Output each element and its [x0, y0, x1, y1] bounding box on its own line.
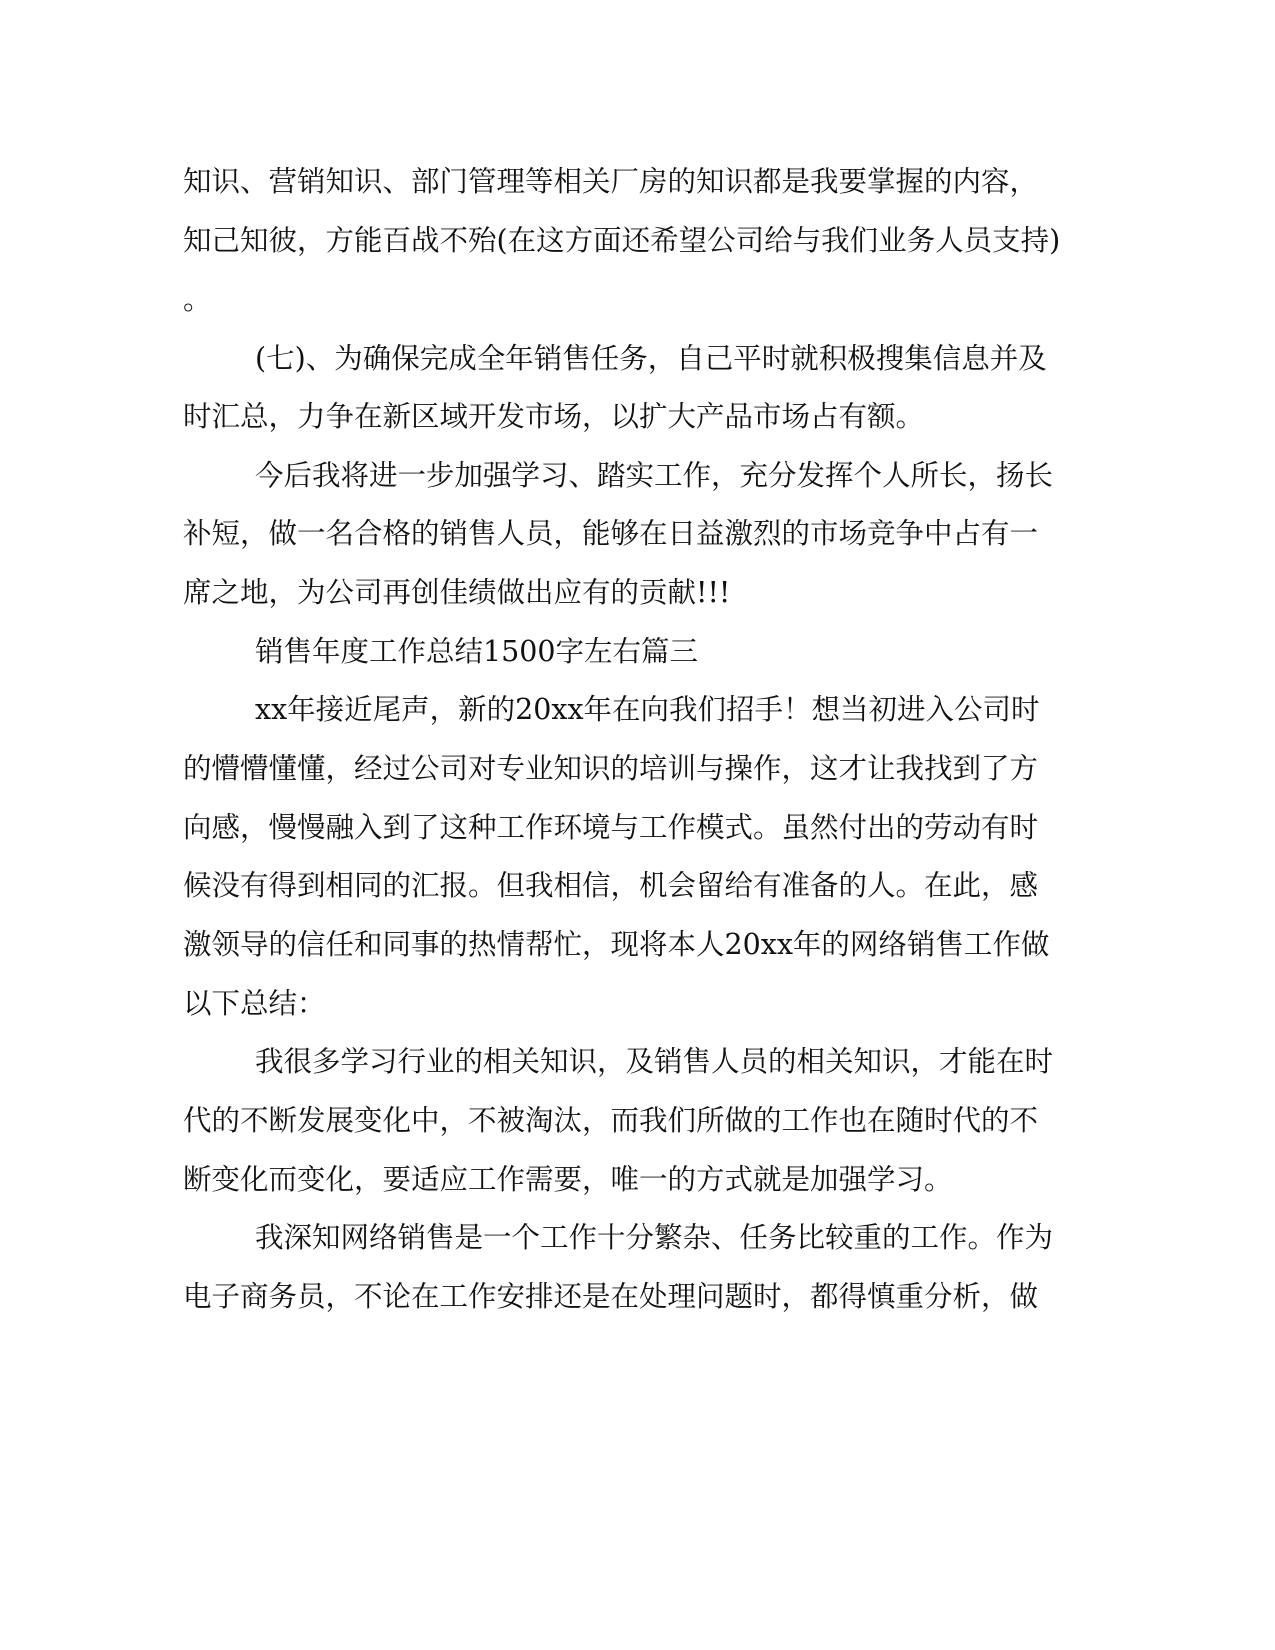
text-line: 激领导的信任和同事的热情帮忙，现将本人20xx年的网络销售工作做: [183, 928, 1050, 961]
text-line: 候没有得到相同的汇报。但我相信，机会留给有准备的人。在此，感: [183, 869, 1039, 902]
text-line: 席之地，为公司再创佳绩做出应有的贡献!!!: [183, 576, 731, 609]
text-line: 我深知网络销售是一个工作十分繁杂、任务比较重的工作。作为: [255, 1221, 1054, 1254]
text-line: 知己知彼，方能百战不殆(在这方面还希望公司给与我们业务人员支持): [183, 224, 1061, 257]
text-line: 。: [183, 283, 212, 316]
text-line: (七)、为确保完成全年销售任务，自己平时就积极搜集信息并及: [255, 342, 1047, 375]
text-line: 知识、营销知识、部门管理等相关厂房的知识都是我要掌握的内容，: [183, 165, 1039, 198]
text-line: 以下总结：: [183, 987, 326, 1020]
text-line: 电子商务员，不论在工作安排还是在处理问题时，都得慎重分析，做: [183, 1280, 1039, 1313]
text-line: 时汇总，力争在新区域开发市场，以扩大产品市场占有额。: [183, 400, 925, 433]
text-line: 断变化而变化，要适应工作需要，唯一的方式就是加强学习。: [183, 1163, 953, 1196]
text-line: xx年接近尾声，新的20xx年在向我们招手！想当初进入公司时: [255, 693, 1040, 726]
section-heading: 销售年度工作总结1500字左右篇三: [255, 635, 699, 668]
text-line: 向感，慢慢融入到了这种工作环境与工作模式。虽然付出的劳动有时: [183, 811, 1039, 844]
text-line: 代的不断发展变化中，不被淘汰，而我们所做的工作也在随时代的不: [183, 1104, 1039, 1137]
text-line: 的懵懵懂懂，经过公司对专业知识的培训与操作，这才让我找到了方: [183, 752, 1039, 785]
text-line: 今后我将进一步加强学习、踏实工作，充分发挥个人所长，扬长: [255, 459, 1054, 492]
text-line: 我很多学习行业的相关知识，及销售人员的相关知识，才能在时: [255, 1045, 1054, 1078]
text-line: 补短，做一名合格的销售人员，能够在日益激烈的市场竞争中占有一: [183, 517, 1039, 550]
